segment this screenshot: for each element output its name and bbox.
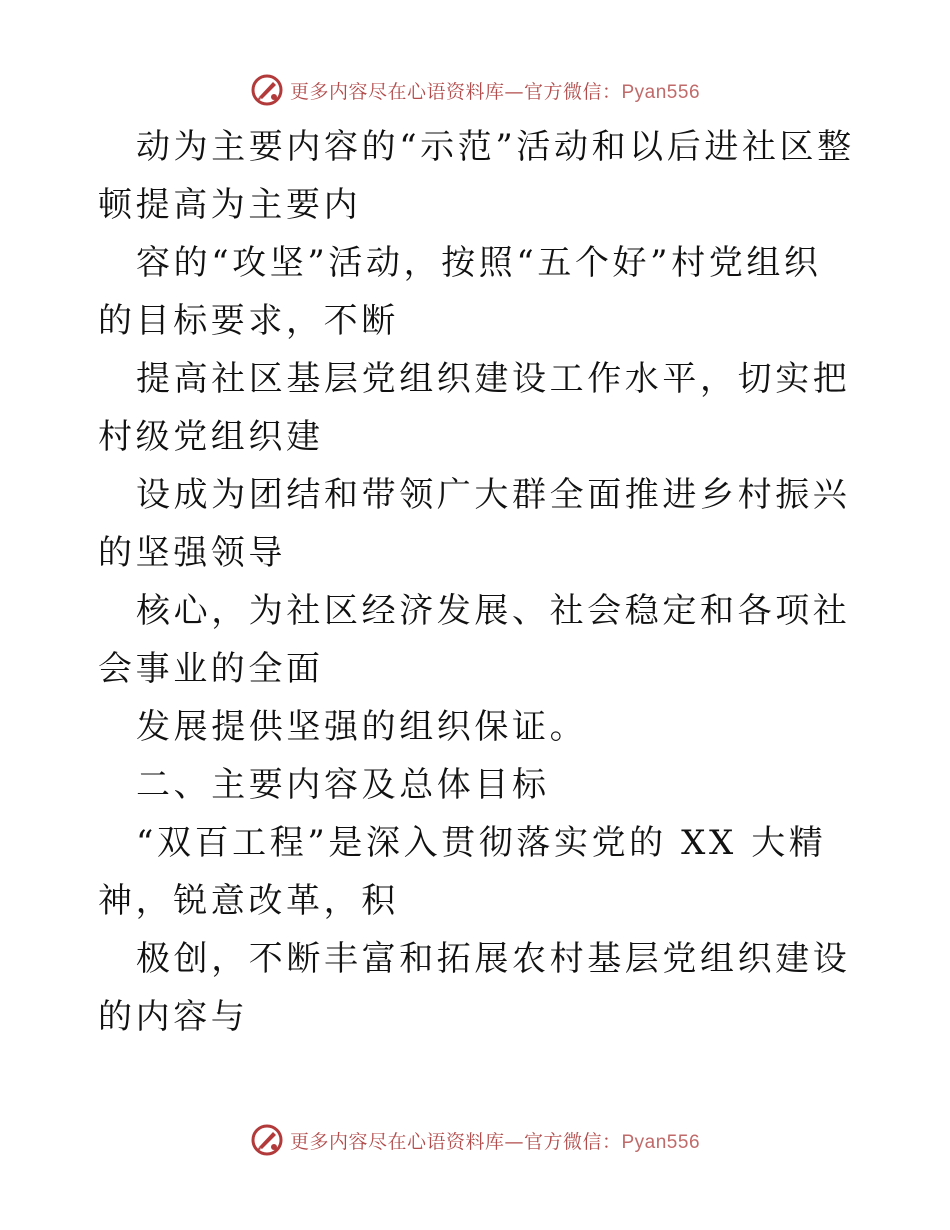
paragraph-1: 动为主要内容的“示范”活动和以后进社区整顿提高为主要内 <box>98 127 855 225</box>
paragraph-6: 发展提供坚强的组织保证。 <box>136 707 588 747</box>
paragraph-3: 提高社区基层党组织建设工作水平，切实把村级党组织建 <box>98 359 851 457</box>
footer-banner-sep: — <box>504 1130 524 1153</box>
quill-seal-icon <box>250 1123 284 1157</box>
header-wechat-label: 官方微信： <box>523 80 622 103</box>
document-body <box>98 118 858 1046</box>
footer-wechat-label: 官方微信： <box>523 1130 622 1153</box>
footer-banner-main: 更多内容尽在心语资料库 <box>289 1130 505 1153</box>
paragraph-5: 核心，为社区经济发展、社会稳定和各项社会事业的全面 <box>98 591 851 689</box>
page-header-banner <box>0 72 950 108</box>
paragraph-7: “双百工程”是深入贯彻落实党的 XX 大精神，锐意改革，积 <box>98 823 827 921</box>
section-heading: 二、主要内容及总体目标 <box>136 765 550 805</box>
footer-banner-text <box>290 1127 700 1154</box>
footer-wechat-id: Pyan556 <box>621 1131 701 1153</box>
paragraph-4: 设成为团结和带领广大群全面推进乡村振兴的坚强领导 <box>98 475 851 573</box>
quill-seal-icon <box>250 73 284 107</box>
paragraph-2: 容的“攻坚”活动，按照“五个好”村党组织的目标要求，不断 <box>98 243 822 341</box>
page-footer-banner <box>0 1122 950 1158</box>
paragraph-8: 极创，不断丰富和拓展农村基层党组织建设的内容与 <box>98 939 851 1037</box>
header-banner-main: 更多内容尽在心语资料库 <box>289 80 505 103</box>
header-banner-sep: — <box>504 80 524 103</box>
header-wechat-id: Pyan556 <box>621 81 701 103</box>
header-banner-text <box>290 77 700 104</box>
